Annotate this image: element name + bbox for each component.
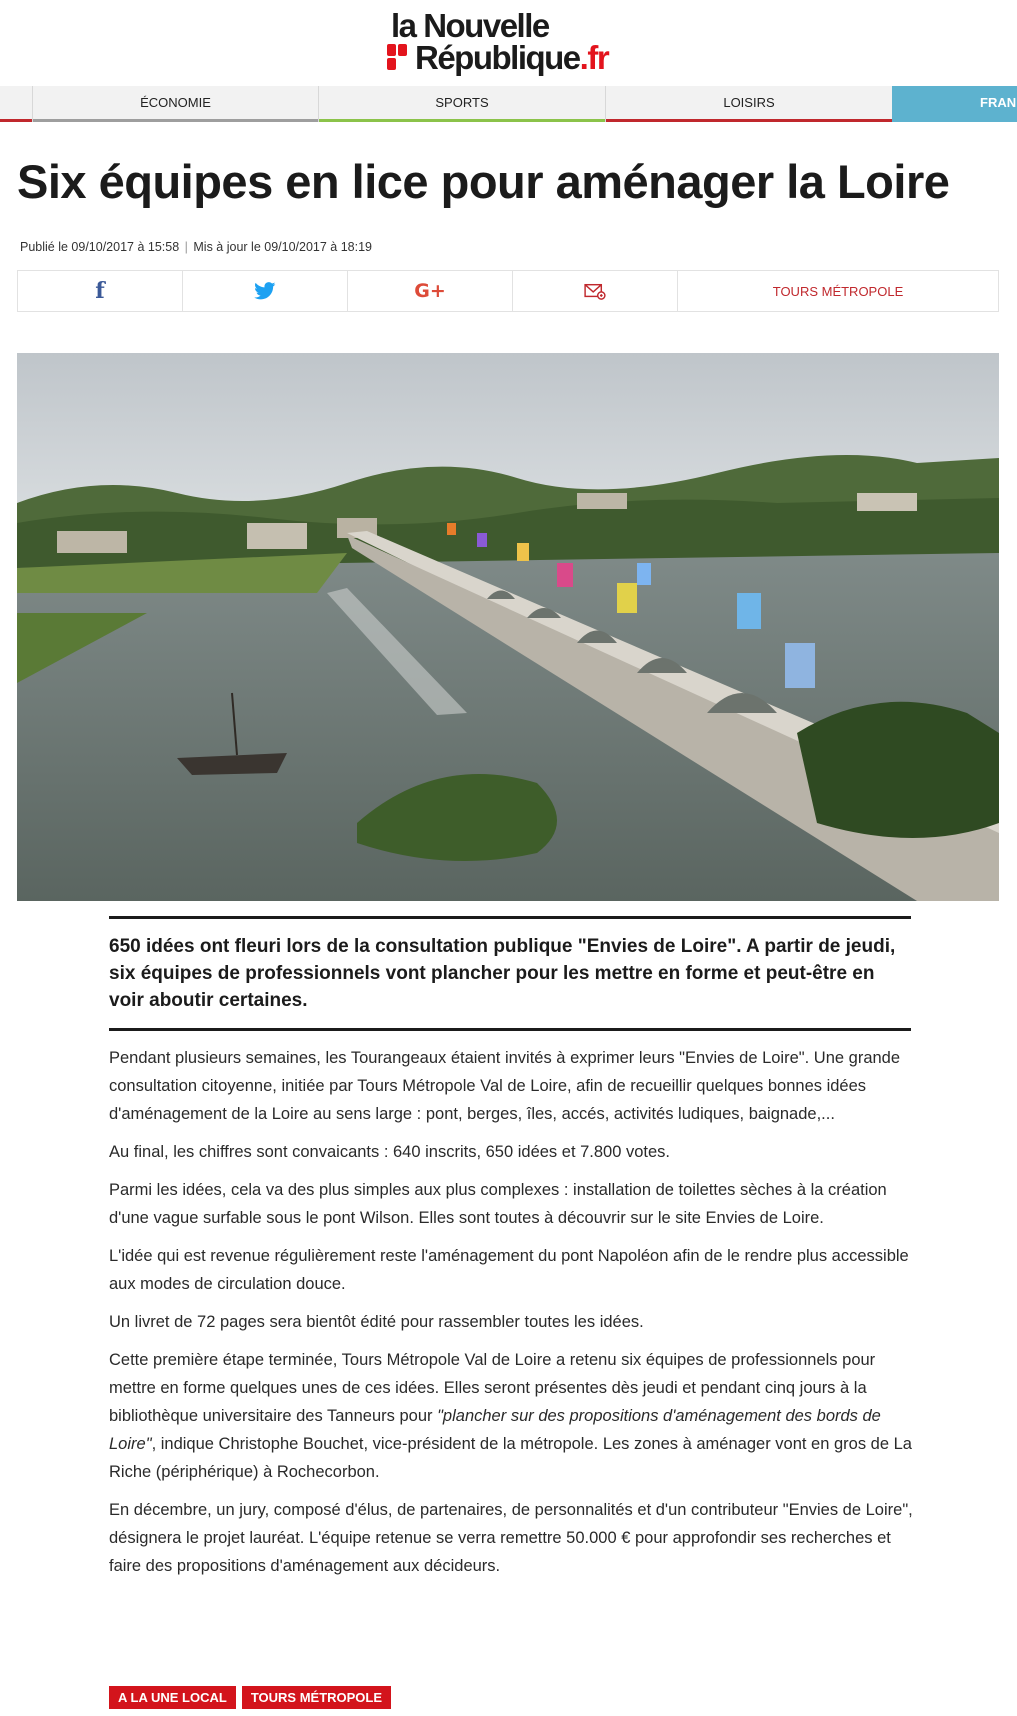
nav-item-label: SPORTS <box>435 95 489 110</box>
logo-text-tld: .fr <box>579 39 609 76</box>
share-bar <box>17 270 999 312</box>
logo-mark-icon <box>387 44 409 72</box>
paragraph-text: , indique Christophe Bouchet, vice-président de la métropole. Les zones à aménager vont en gros de La Riche (périphérique) à Rochecorbon. <box>109 1435 912 1481</box>
logo-text-name: République <box>415 39 580 76</box>
paragraph: L'idée qui est revenue régulièrement reste l'aménagement du pont Napoléon afin de le rendre plus accessible aux modes de circulation douce. <box>109 1247 909 1293</box>
twitter-icon <box>254 282 276 300</box>
googleplus-icon: G+ <box>414 280 446 302</box>
article-meta <box>20 240 372 254</box>
paragraph: Parmi les idées, cela va des plus simples aux plus complexes : installation de toilettes sèches à la création d'une vague surfable sous le pont Wilson. Elles sont toutes à découvrir sur le site Envies de Loire. <box>109 1181 887 1227</box>
paragraph: Un livret de 72 pages sera bientôt édité pour rassembler toutes les idées. <box>109 1313 644 1331</box>
article-title: Six équipes en lice pour aménager la Loire <box>17 155 950 208</box>
logo-text-line1: la Nouvelle <box>391 7 549 44</box>
tag-a-la-une-local[interactable]: A LA UNE LOCAL <box>109 1686 236 1709</box>
updated-date: Mis à jour le 09/10/2017 à 18:19 <box>193 240 372 254</box>
paragraph: En décembre, un jury, composé d'élus, de partenaires, de personnalités et d'un contributeur "Envies de Loire", désignera le projet lauréat. L'équipe retenue se verra remettre 50.000 € pour approfondir ses recherches et faire des propositions d'aménagement aux décideurs. <box>109 1501 913 1575</box>
section-link[interactable] <box>678 271 998 311</box>
share-twitter-button[interactable] <box>183 271 348 311</box>
mail-icon <box>584 282 606 300</box>
paragraph-text: Cette première étape terminée, Tours Métropole Val de Loire a retenu six équipes de professionnels pour mettre en forme quelques unes de ces idées. Elles seront présentes dès jeudi et pendant cinq jours à la bibliothèque universitaire des Tanneurs pour <box>109 1351 876 1425</box>
nav-item-label: FRAN <box>980 95 1017 110</box>
nav-item-label: LOISIRS <box>723 95 775 110</box>
quote: "plancher sur des propositions d'aménagement des bords de Loire" <box>109 1407 881 1453</box>
facebook-icon: f <box>95 278 105 304</box>
article-tags <box>109 1686 391 1709</box>
published-date: Publié le 09/10/2017 à 15:58 <box>20 240 180 254</box>
site-logo[interactable] <box>385 8 645 74</box>
logo-text-line2 <box>415 40 608 76</box>
share-facebook-button[interactable] <box>18 271 183 311</box>
tag-tours-metropole[interactable]: TOURS MÉTROPOLE <box>242 1686 391 1709</box>
nav-item-sports[interactable] <box>318 86 605 122</box>
paragraph: Pendant plusieurs semaines, les Tourangeaux étaient invités à exprimer leurs "Envies de Loire". Une grande consultation citoyenne, initiée par Tours Métropole Val de Loire, afin de recueillir quelques bonnes idées d'aménagement de la Loire au sens large : pont, berges, îles, accés, activités ludiques, baignade,... <box>109 1049 901 1123</box>
photo-loire-bridge <box>17 353 999 901</box>
share-mail-button[interactable] <box>513 271 678 311</box>
paragraph <box>109 1346 919 1486</box>
article-body <box>109 1044 919 1590</box>
meta-separator: | <box>184 240 188 254</box>
article-lead: 650 idées ont fleuri lors de la consultation publique "Envies de Loire". A partir de jeudi, six équipes de professionnels vont plancher pour les mettre en forme et peut-être en voir aboutir certaines. <box>109 916 911 1031</box>
share-googleplus-button[interactable] <box>348 271 513 311</box>
section-label: TOURS MÉTROPOLE <box>772 283 904 299</box>
nav-item-label: ÉCONOMIE <box>140 95 211 110</box>
paragraph: Au final, les chiffres sont convaicants : 640 inscrits, 650 idées et 7.800 votes. <box>109 1143 671 1161</box>
nav-item-partial-left[interactable] <box>0 86 32 122</box>
site-header <box>0 0 1017 86</box>
main-nav <box>0 86 1017 122</box>
article-photo <box>17 353 999 901</box>
nav-item-loisirs[interactable] <box>605 86 892 122</box>
nav-item-economie[interactable] <box>32 86 318 122</box>
nav-item-france[interactable] <box>892 86 1017 122</box>
